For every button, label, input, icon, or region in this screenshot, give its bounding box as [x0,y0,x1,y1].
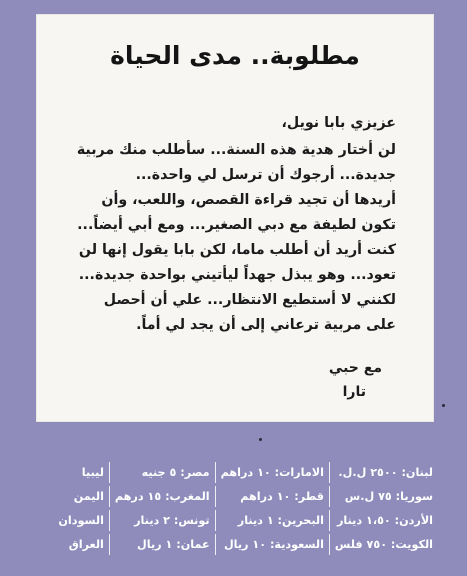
letter-greeting: عزيزي بابا نويل، [281,115,396,131]
price-cell: المغرب: ١٥ درهم [109,486,215,507]
price-cell: الامارات: ١٠ دراهم [215,462,329,483]
price-cell: الأردن: ١،٥٠ دينار [329,510,438,531]
letter-closing: مع حبي [328,360,382,376]
letter-title: مطلوبة.. مدى الحياة [110,41,360,70]
price-table [32,462,438,555]
letter-paragraph: لن أختار هدية هذه السنة... سأطلب منك مربية جديدة... أرجوك أن ترسل لي واحدة... [76,142,396,183]
letter-paragraph: أريدها أن تجيد قراءة القصص، واللعب، وأن تكون لطيفة مع دبي الصغير... ومع أبي أيضاً... [77,192,396,233]
price-cell: السعودية: ١٠ ريال [215,534,329,555]
decorative-dot [259,438,262,441]
letter-paragraph: كنت أريد أن أطلب ماما، لكن بابا يقول إنها لن تعود... وهو يبذل جهداً ليأتيني بواحدة جديدة... لكنني لا أستطيع الانتظار... علي أن أحصل على مربية ترعاني إلى أن يجد لي أماً. [78,242,396,333]
price-cell: عمان: ١ ريال [109,534,215,555]
price-cell: مصر: ٥ جنيه [109,462,215,483]
letter-signature: تارا [342,384,366,400]
letter-signoff [329,356,382,404]
price-cell: السودان [58,514,104,527]
price-cell: قطر: ١٠ دراهم [215,486,329,507]
letter-card [36,14,434,422]
decorative-dot [442,404,445,407]
price-cell: لبنان: ٢٥٠٠ ل.ل. [329,462,438,483]
price-cell: اليمن [73,490,104,503]
price-cell: سوريا: ٧٥ ل.س [329,486,438,507]
price-cell: البحرين: ١ دينار [215,510,329,531]
price-cell: الكويت: ٧٥٠ فلس [329,534,438,555]
price-cell: العراق [68,538,104,551]
price-cell: تونس: ٢ دينار [109,510,215,531]
letter-body [74,111,396,338]
price-cell: ليبيا [81,466,104,479]
